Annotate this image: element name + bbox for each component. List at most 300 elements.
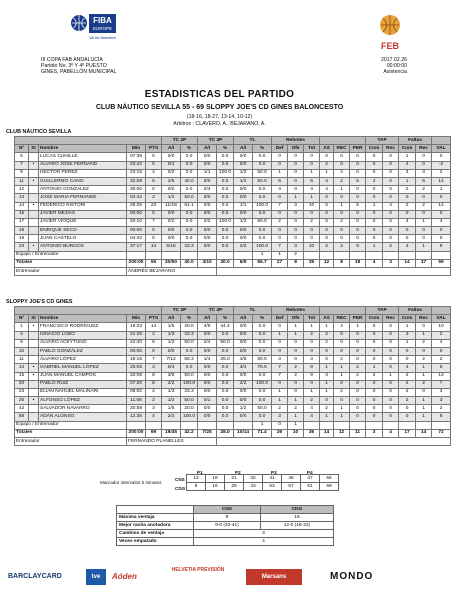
stat-cell: 0.0 (181, 347, 198, 355)
total-cell: 14 (320, 429, 334, 437)
stat-cell: 2 (399, 397, 416, 405)
stat-cell: 2 (366, 177, 383, 185)
summary-row (117, 514, 334, 522)
stat-cell: 12:35 (127, 413, 146, 421)
stat-cell: 1/2 (162, 194, 181, 202)
period-label: P2 (235, 470, 241, 475)
total-cell: 14 (399, 259, 416, 267)
stat-cell: 4 (334, 323, 350, 331)
summary-value: 19 (260, 514, 333, 522)
stat-cell: 4 (15, 331, 29, 339)
player-row (15, 372, 451, 380)
stat-cell: 2 (432, 331, 451, 339)
stat-cell: 0 (288, 210, 304, 218)
stat-cell: 5 (304, 177, 320, 185)
stat-cell: 1 (15, 323, 29, 331)
total-cell: 8 (334, 259, 350, 267)
stat-cell (29, 227, 39, 235)
stat-cell: 6 (146, 339, 162, 347)
stat-cell: 0 (366, 161, 383, 169)
stat-cell (29, 153, 39, 161)
stat-cell: 3/4 (234, 364, 253, 372)
stat-cell: 8 (15, 339, 29, 347)
sponsor-mondo-logo: MONDO (330, 571, 374, 582)
stat-cell: 1 (432, 186, 451, 194)
stat-cell: 20.0 (181, 323, 198, 331)
group-header: Faltas (399, 137, 432, 145)
run-score-cell: 13 (187, 475, 206, 483)
stat-cell (234, 251, 253, 259)
stat-cell: • (29, 243, 39, 251)
stat-cell (29, 347, 39, 355)
stat-cell: 0 (432, 194, 451, 202)
stat-cell: 25 (15, 397, 29, 405)
stat-cell: 1 (416, 331, 432, 339)
player-row (15, 405, 451, 413)
stat-cell: 0/0 (234, 161, 253, 169)
stat-cell: 13 (15, 364, 29, 372)
stat-cell: 6 (416, 177, 432, 185)
stat-cell: 0 (366, 227, 383, 235)
summary-label: Máxima ventaja (117, 514, 194, 522)
player-name: IGNACIO LOBO (39, 331, 127, 339)
total-cell: 12 (334, 429, 350, 437)
stat-cell: 50.0 (253, 218, 272, 226)
stat-cell: 0/1 (162, 161, 181, 169)
stat-cell: 1/5 (162, 405, 181, 413)
player-name: SALVADOR NAVARRO (39, 405, 127, 413)
box-score-table (14, 306, 451, 446)
stat-cell: 2 (399, 372, 416, 380)
group-header: Rebotes (272, 137, 320, 145)
total-cell: 17 (399, 429, 416, 437)
player-name: HECTOR PEREZ (39, 169, 127, 177)
stat-cell: 2 (334, 177, 350, 185)
stat-cell: 20:10 (127, 218, 146, 226)
stat-cell: 0.0 (217, 388, 234, 396)
stat-cell: 0.0 (181, 210, 198, 218)
stat-cell (162, 421, 181, 429)
stat-cell: 0 (432, 347, 451, 355)
stat-cell: 0.0 (253, 413, 272, 421)
stat-cell: 11 (15, 356, 29, 364)
run-row (187, 483, 339, 491)
stat-cell: 1 (288, 413, 304, 421)
stat-cell: 0 (383, 194, 399, 202)
stat-cell: 2 (304, 331, 320, 339)
stat-cell: 1/2 (162, 339, 181, 347)
stat-cell: 0 (304, 380, 320, 388)
stat-cell: 0.0 (253, 388, 272, 396)
stat-cell: 0 (416, 194, 432, 202)
run-score-cell: 47 (301, 475, 320, 483)
stat-cell: 100.0 (217, 169, 234, 177)
stat-cell: 100.0 (181, 413, 198, 421)
stat-cell: 1 (416, 405, 432, 413)
stat-cell: 0 (334, 210, 350, 218)
stat-cell: 50.0 (181, 194, 198, 202)
stat-cell: 1 (288, 421, 304, 429)
column-header: Tot (304, 315, 320, 323)
blank-header-cell (432, 137, 451, 145)
run-score-cell: 29 (225, 483, 244, 491)
stat-cell (366, 421, 383, 429)
stat-cell: 0/0 (198, 388, 217, 396)
stat-cell: 2 (432, 169, 451, 177)
stat-cell: 1 (320, 169, 334, 177)
column-header: % (181, 145, 198, 153)
group-header: TL (234, 307, 272, 315)
stat-cell: 0 (320, 218, 334, 226)
column-header: AS (320, 315, 334, 323)
stat-cell: 08:00 (127, 388, 146, 396)
stat-cell: 23:15 (127, 169, 146, 177)
stat-cell: 0.0 (181, 186, 198, 194)
stat-cell: 1/4 (198, 356, 217, 364)
stat-cell: 0.0 (217, 235, 234, 243)
column-header: A/I (162, 315, 181, 323)
stat-cell: 0 (304, 339, 320, 347)
stat-cell (350, 421, 366, 429)
stat-cell: 2 (399, 388, 416, 396)
stat-cell: 0/0 (198, 413, 217, 421)
stat-cell: 1 (416, 364, 432, 372)
stat-cell: 4 (304, 186, 320, 194)
stat-cell: 0 (320, 194, 334, 202)
stat-cell (29, 218, 39, 226)
stat-cell: 1 (272, 169, 288, 177)
stat-cell: 7 (272, 243, 288, 251)
run-score-cell: 45 (282, 475, 301, 483)
stat-cell: 75.0 (253, 364, 272, 372)
stat-cell: 1 (334, 364, 350, 372)
stat-cell: 0 (366, 388, 383, 396)
stat-cell: 7 (15, 161, 29, 169)
stat-cell: 19 (15, 235, 29, 243)
sponsor-helvetia-logo: HELVETIA PREVISIÓN (171, 567, 225, 573)
stat-cell: 0 (350, 356, 366, 364)
stat-cell: 100.0 (217, 218, 234, 226)
summary-value: 4 (194, 538, 334, 546)
stat-cell: 17 (15, 218, 29, 226)
stat-cell: 0 (383, 177, 399, 185)
stat-cell: 0/0 (234, 372, 253, 380)
stat-cell: 0 (272, 421, 288, 429)
stat-cell (383, 251, 399, 259)
stat-cell: 0 (146, 227, 162, 235)
stat-cell (29, 356, 39, 364)
stat-cell: 4 (304, 405, 320, 413)
stat-cell: 0 (272, 161, 288, 169)
stat-cell: 1 (320, 323, 334, 331)
stat-cell: 0/0 (198, 227, 217, 235)
stat-cell (432, 251, 451, 259)
stat-cell: 0 (383, 380, 399, 388)
column-header: PER (350, 315, 366, 323)
stat-cell (399, 251, 416, 259)
stat-cell: 3 (399, 243, 416, 251)
stat-cell: 0 (334, 161, 350, 169)
column-header: Def (272, 315, 288, 323)
stat-cell: 0 (366, 186, 383, 194)
column-header: REC (334, 145, 350, 153)
stat-cell: 1 (304, 194, 320, 202)
stat-cell: 0.0 (217, 347, 234, 355)
stat-cell: 0/0 (198, 202, 217, 210)
stat-cell: 0 (288, 339, 304, 347)
stat-cell: 04:42 (127, 194, 146, 202)
group-header: TL (234, 137, 272, 145)
stat-cell: 8 (146, 380, 162, 388)
stat-cell: 1/2 (234, 405, 253, 413)
column-header: VAL (432, 315, 451, 323)
column-header: SI (29, 315, 39, 323)
stat-cell (334, 251, 350, 259)
summary-value: 8 (194, 514, 261, 522)
column-header: Com (399, 145, 416, 153)
stat-cell: 1 (399, 339, 416, 347)
stat-cell: 0.0 (181, 235, 198, 243)
stat-cell: 19:23 (127, 323, 146, 331)
stat-cell: 0 (350, 218, 366, 226)
stat-cell: 2 (272, 218, 288, 226)
box-score-table (14, 136, 451, 276)
stat-cell (29, 169, 39, 177)
stat-cell: 0.0 (181, 218, 198, 226)
column-header: VAL (432, 145, 451, 153)
stat-cell: 0.0 (253, 372, 272, 380)
stat-cell: 0 (288, 227, 304, 235)
stat-cell: 0.0 (181, 153, 198, 161)
stat-cell: 0 (366, 380, 383, 388)
stat-cell: 0 (320, 347, 334, 355)
stat-cell: 3 (288, 243, 304, 251)
coach-row (15, 268, 451, 276)
stat-cell: 0 (432, 210, 451, 218)
stat-cell: 0 (288, 235, 304, 243)
stat-cell: 1 (288, 194, 304, 202)
run-score-cell: 21 (225, 475, 244, 483)
sponsor-aoden-logo: Aóden (112, 572, 137, 581)
stat-cell: 0 (146, 153, 162, 161)
stat-cell: 8 (350, 243, 366, 251)
stat-cell: • (29, 364, 39, 372)
stat-cell: 13 (432, 372, 451, 380)
player-name: GUILLERMO CANO (39, 177, 127, 185)
player-name: ADÁN ALONSO (39, 413, 127, 421)
total-cell: 3/10 (198, 259, 217, 267)
stat-cell: 1 (416, 413, 432, 421)
stat-cell: 0 (334, 235, 350, 243)
stat-cell: 2 (288, 364, 304, 372)
stat-cell: 0 (350, 413, 366, 421)
stat-cell: 0.0 (181, 227, 198, 235)
run-score-cell: 41 (263, 475, 282, 483)
column-header: % (253, 315, 272, 323)
stat-cell: 00:00 (127, 210, 146, 218)
stat-cell: 0 (416, 323, 432, 331)
player-name: JUAN CASTELO (39, 235, 127, 243)
stat-cell: 0 (383, 169, 399, 177)
stat-cell: 7 (272, 372, 288, 380)
player-row (15, 331, 451, 339)
stat-cell (416, 251, 432, 259)
stat-cell: 5 (350, 202, 366, 210)
player-name: GABRIEL MANUEL LÓPEZ (39, 364, 127, 372)
total-cell: 10/14 (234, 429, 253, 437)
stat-cell: 0 (416, 161, 432, 169)
stat-cell: 0 (288, 380, 304, 388)
stat-cell: 7 (272, 364, 288, 372)
stat-cell (432, 421, 451, 429)
stat-cell: 0.0 (217, 331, 234, 339)
coach-label: Entrenador (15, 268, 127, 276)
group-header: TC 2P (162, 137, 198, 145)
stat-cell: 0/0 (162, 347, 181, 355)
sponsor-tve-logo: tve (86, 569, 106, 585)
stat-cell: 100.0 (253, 202, 272, 210)
stat-cell: 7 (272, 202, 288, 210)
stat-cell: 50.0 (181, 339, 198, 347)
stat-cell: 0 (366, 339, 383, 347)
stat-cell: 4 (146, 169, 162, 177)
summary-value: 9-0 (32-41) (194, 522, 261, 530)
stat-cell: 0 (383, 331, 399, 339)
stat-cell: 0 (272, 210, 288, 218)
stat-cell: 0 (416, 153, 432, 161)
stat-cell: 0/0 (234, 210, 253, 218)
stat-cell: 2 (350, 364, 366, 372)
svg-text:FIBA: FIBA (93, 16, 112, 25)
stat-cell: 1/2 (234, 169, 253, 177)
stat-cell: 2 (334, 356, 350, 364)
total-cell: 66.7 (253, 259, 272, 267)
stat-cell: 0 (304, 153, 320, 161)
player-name: ÁLVARO LÓPEZ (39, 356, 127, 364)
player-row (15, 388, 451, 396)
stat-cell: 4 (399, 218, 416, 226)
stat-cell: 7 (146, 218, 162, 226)
group-header: TC 3P (198, 137, 234, 145)
stat-cell: 0 (334, 153, 350, 161)
match-number: Partido No. 3º Y 4º PUESTO (41, 63, 107, 70)
stat-cell: 1 (272, 331, 288, 339)
column-header: Com (366, 315, 383, 323)
player-row (15, 177, 451, 185)
stat-cell: 0.0 (217, 186, 234, 194)
stat-cell: 0/0 (234, 186, 253, 194)
stat-cell: 0 (366, 397, 383, 405)
stat-cell: 33:08 (127, 372, 146, 380)
summary-row (117, 538, 334, 546)
stat-cell: 18:16 (127, 356, 146, 364)
stat-cell: 0 (146, 235, 162, 243)
column-header: Rec (383, 145, 399, 153)
stat-cell: 4/9 (198, 323, 217, 331)
stat-cell: • (29, 177, 39, 185)
coach-label: Entrenador (15, 438, 127, 446)
stat-cell: 0 (272, 347, 288, 355)
total-cell: 14 (416, 429, 432, 437)
stat-cell: 1 (366, 364, 383, 372)
stat-cell: 2 (334, 388, 350, 396)
stat-cell: 2 (350, 372, 366, 380)
stat-cell (320, 421, 334, 429)
column-header: % (217, 315, 234, 323)
stat-cell: 0.0 (253, 331, 272, 339)
stat-cell: 2 (383, 243, 399, 251)
stat-cell (416, 421, 432, 429)
stat-cell: 4 (320, 186, 334, 194)
stat-cell: 15 (15, 372, 29, 380)
stat-cell: 0 (399, 210, 416, 218)
stat-cell: 2 (399, 380, 416, 388)
stat-cell (304, 251, 320, 259)
stat-cell: 0 (320, 210, 334, 218)
stat-cell: 0.0 (253, 339, 272, 347)
stat-cell (29, 186, 39, 194)
group-header-row (15, 307, 451, 315)
stat-cell: 11:06 (127, 397, 146, 405)
column-header: Nº (15, 315, 29, 323)
stat-cell: 4 (272, 186, 288, 194)
stat-cell: 0.0 (253, 186, 272, 194)
total-cell: 200:00 (127, 259, 146, 267)
stat-cell: 1 (416, 218, 432, 226)
run-score-cell: 16 (206, 483, 225, 491)
group-header: Faltas (399, 307, 432, 315)
stat-cell: 0 (366, 218, 383, 226)
totals-label: Totales (15, 259, 127, 267)
total-cell: 18 (350, 259, 366, 267)
svg-text:We Are Basketball: We Are Basketball (89, 36, 116, 40)
stat-cell: • (29, 323, 39, 331)
total-cell: 27 (272, 259, 288, 267)
total-cell: 200:00 (127, 429, 146, 437)
total-cell: 4 (383, 429, 399, 437)
period-label: P4 (307, 470, 313, 475)
column-header: Nombre (39, 315, 127, 323)
period-label: P1 (197, 470, 203, 475)
summary-label: Mejor racha anotadora (117, 522, 194, 530)
stat-cell: 0.0 (217, 372, 234, 380)
stat-cell: 2 (320, 331, 334, 339)
run-score-cell: 55 (320, 475, 339, 483)
group-header: TC 2P (162, 307, 198, 315)
player-name: FRANCISCO RODRÍGUEZ (39, 323, 127, 331)
stat-cell: 0 (272, 380, 288, 388)
stat-cell: 0/0 (162, 153, 181, 161)
summary-row (117, 530, 334, 538)
stat-cell: 50.0 (217, 339, 234, 347)
stat-cell: 0 (272, 339, 288, 347)
stat-cell: 0 (350, 388, 366, 396)
total-cell: 71.4 (253, 429, 272, 437)
stat-cell: 4 (432, 218, 451, 226)
column-header: % (181, 315, 198, 323)
stat-cell: 0.0 (217, 405, 234, 413)
total-cell: 20/50 (162, 259, 181, 267)
team-name: SLOPPY JOE'S CD GINES (6, 299, 73, 305)
stat-cell: 7/12 (162, 356, 181, 364)
stat-cell: 26:25 (127, 202, 146, 210)
column-header: % (253, 145, 272, 153)
stat-cell: 0/2 (162, 186, 181, 194)
stat-cell: 2 (320, 339, 334, 347)
total-cell: 42.2 (181, 429, 198, 437)
stat-cell: 7 (146, 356, 162, 364)
player-name: JOSE MARIA FERNANDE (39, 194, 127, 202)
